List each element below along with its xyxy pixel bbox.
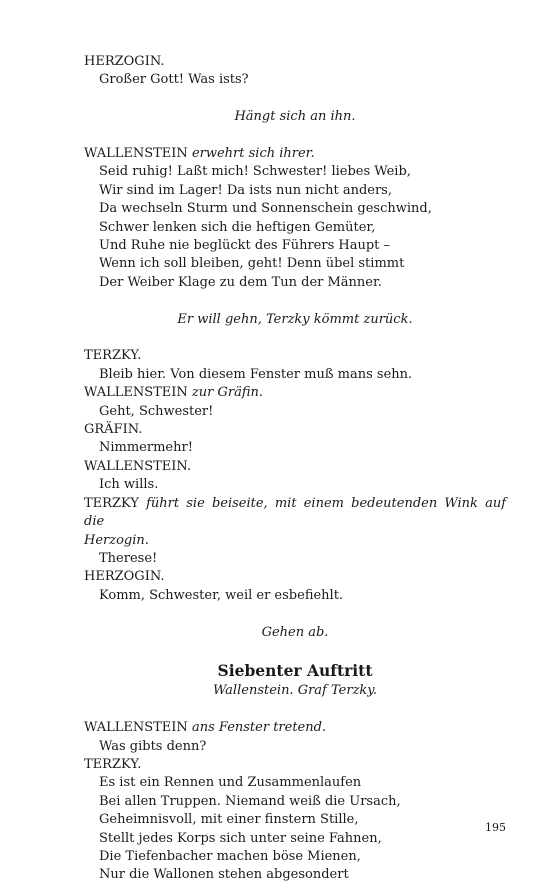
blank-line [84, 642, 506, 660]
stage-direction-inline: erwehrt sich ihrer. [191, 146, 315, 161]
verse-line: Stellt jedes Korps sich unter seine Fahnen, [99, 830, 382, 846]
verse-line: Bei allen Truppen. Niemand weiß die Ursach, [99, 793, 401, 809]
scene-heading: Siebenter Auftritt [217, 661, 373, 681]
blank-line [84, 605, 506, 623]
blank-line [84, 329, 506, 347]
stage-direction-inline: führt sie beiseite, mit einem bedeutenden Wink auf die [84, 495, 506, 530]
stage-direction: Hängt sich an ihn. [234, 109, 356, 125]
speaker-name: TERZKY [84, 495, 139, 511]
stage-direction-continuation: Herzogin. [84, 532, 149, 548]
speaker-name: HERZOGIN. [84, 569, 165, 585]
verse-line: Und Ruhe nie beglückt des Führers Haupt – [99, 238, 391, 254]
speaker-name: TERZKY. [84, 756, 142, 772]
verse-line: Wir sind im Lager! Da ists nun nicht anders, [99, 182, 392, 198]
verse-line: Großer Gott! Was ists? [99, 72, 249, 88]
speaker-name: WALLENSTEIN [84, 385, 188, 401]
speaker-name: WALLENSTEIN. [84, 458, 192, 474]
verse-line: Die Tiefenbacher machen böse Mienen, [99, 848, 361, 864]
stage-direction: Er will gehn, Terzky kömmt zurück. [177, 311, 413, 327]
blank-line [84, 90, 506, 108]
verse-line: Bleib hier. Von diesem Fenster muß mans sehn. [99, 366, 413, 382]
speaker-name: GRÄFIN. [84, 422, 143, 438]
verse-line: Es ist ein Rennen und Zusammenlaufen [99, 775, 362, 791]
speaker-line [84, 568, 506, 586]
stage-direction: Wallenstein. Graf Terzky. [212, 683, 378, 699]
stage-direction-inline: zur Gräfin. [191, 385, 264, 401]
speaker-name: WALLENSTEIN [84, 146, 188, 161]
verse-line: Nimmermehr! [99, 440, 193, 456]
stage-direction-inline: ans Fenster tretend. [191, 720, 327, 736]
verse-line: Therese! [99, 550, 158, 566]
verse-line: Was gibts denn? [99, 738, 207, 754]
speaker-line [84, 495, 506, 532]
page-number: 195 [485, 821, 506, 834]
speaker-line [84, 347, 506, 365]
blank-line [84, 292, 506, 310]
speaker-line [84, 756, 506, 774]
speaker-line [84, 53, 506, 71]
speaker-line [84, 421, 506, 439]
speaker-line [84, 145, 506, 163]
speaker-line [84, 719, 506, 737]
verse-line: Der Weiber Klage zu dem Tun der Männer. [99, 274, 382, 290]
speaker-line [84, 384, 506, 402]
blank-line [84, 701, 506, 719]
verse-line: Da wechseln Sturm und Sonnenschein geschwind, [99, 201, 432, 217]
verse-line: Geheimnisvoll, mit einer finstern Stille, [99, 812, 359, 828]
stage-direction: Gehen ab. [261, 624, 329, 640]
verse-line: Komm, Schwester, weil er esbefiehlt. [99, 587, 344, 603]
verse-line: Nur die Wallonen stehen abgesondert [99, 867, 349, 883]
speaker-name: TERZKY. [84, 348, 142, 364]
verse-line: Geht, Schwester! [99, 403, 214, 419]
verse-line: Schwer lenken sich die heftigen Gemüter, [99, 219, 376, 235]
verse-line: Wenn ich soll bleiben, geht! Denn übel stimmt [99, 256, 405, 272]
speaker-name: HERZOGIN. [84, 54, 165, 69]
verse-line: Seid ruhig! Laßt mich! Schwester! liebes Weib, [99, 164, 411, 180]
play-text [84, 53, 506, 885]
blank-line [84, 127, 506, 145]
speaker-line [84, 458, 506, 476]
speaker-name: WALLENSTEIN [84, 720, 188, 736]
verse-line: Ich wills. [99, 477, 159, 493]
